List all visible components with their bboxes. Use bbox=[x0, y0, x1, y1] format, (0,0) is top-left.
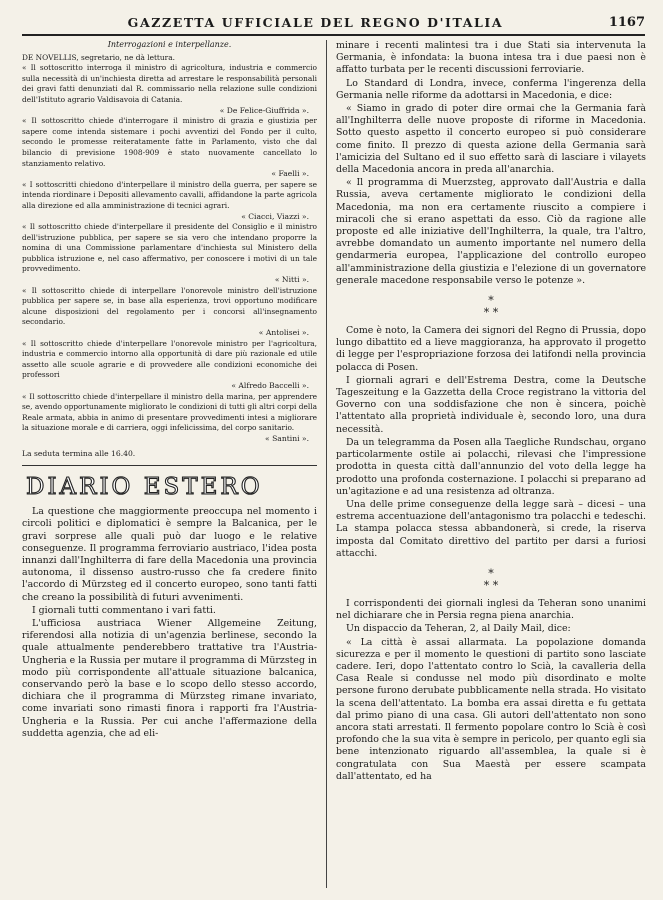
article-paragraph: I giornali agrari e dell'Estrema Destra, come la Deutsche Tageszeitung e la Gazzetta della Croce registrano la vittoria del Governo con una soddisfazione che non è sincera, poichè l'attentato alla proprietà individuale è, secondo loro, una dura necessità. bbox=[336, 374, 646, 435]
interpellanza-text: « Il sottoscritto chiede di interpellare l'onorevole ministro dell'istruzione pubblica per sapere se, in base alla esperienza, trovi opportuno modificare alcune disposizioni del regolamento per i concorsi all'insegnamento secondario. bbox=[22, 285, 317, 327]
interpellanza-text: « Il sottoscritto chiede d'interrogare il ministro di grazia e giustizia per sapere come intenda sistemare i pochi avventizi del Fondo per il culto, secondo le promesse reiteratamente fatte in Parlamento, visto che dal bilancio di previsione 1908-909 è stato nuovamente cancellato lo stanziamento relativo. bbox=[22, 116, 317, 168]
asterism-top: * bbox=[488, 294, 494, 308]
interpellanza-text: « Il sottoscritto interroga il ministro di agricoltura, industria e commercio sulla necessità di un'inchiesta diretta ad arrestare le responsabilità personali dei gravi fatti denunziati dal R. commissario nella relazione sulle condizioni dell'Istituto agrario Valdisavoia di Catania. bbox=[22, 63, 317, 104]
diario-paragraph: I giornali tutti commentano i vari fatti. bbox=[32, 604, 216, 616]
page-header bbox=[22, 6, 645, 36]
article-paragraph: Lo Standard di Londra, invece, conferma l'ingerenza della Germania nelle riforme da adottarsi in Macedonia, e dice: bbox=[336, 77, 646, 101]
article-paragraph: I corrispondenti dei giornali inglesi da Teheran sono unanimi nel dichiarare che in Persia regna piena anarchia. bbox=[336, 597, 646, 622]
interpellanza-text: « Il sottoscritto chiede d'interpellare il ministro della marina, per apprendere se, avendo opportunamente migliorato le condizioni di tutti gli altri corpi della Reale armata, abbia in animo di presentare provvedimenti intesi a migliorare la situazione morale e di carriera, oggi infelicissima, del corpo sanitario. bbox=[22, 391, 317, 433]
asterism-top: * bbox=[488, 566, 494, 580]
asterism-bottom: * * bbox=[483, 578, 499, 592]
seduta-closing: La seduta termina alle 16.40. bbox=[22, 448, 136, 458]
diario-paragraph: La questione che maggiormente preoccupa nel momento i circoli politici e diplomatici è sempre la Balcanica, per le gravi sorprese alle quali può dar luogo e le relative conseguenze. Il programma ferroviario austriaco, l'idea posta innanzi dall'Inghilterra di fare della Macedonia una provincia autonoma, il dissenso austro-russo che fa credere finito l'accordo di Mürzsteg ed il concerto europeo, sono tanti fatti che creano la possibilità di futuri avvenimenti. bbox=[22, 506, 317, 603]
interpellanza-text: « I sottoscritti chiedono d'interpellare il ministro della guerra, per sapere se intenda riordinare i Depositi allevamento cavalli, affidandone la parte agricola alla direzione ed alla amministrazione di tecnici agrari. bbox=[22, 179, 317, 210]
section-separator bbox=[336, 295, 646, 319]
article-paragraph: minare i recenti malintesi tra i due Stati sia intervenuta la Germania, è infondata: la buona intesa tra i due paesi non è affatto turbata per le recenti discussioni ferroviarie. bbox=[336, 40, 646, 76]
interrogazioni-intro: DE NOVELLIS, segretario, ne dà lettura. bbox=[22, 52, 175, 62]
section-separator bbox=[336, 568, 646, 592]
interpellanza-signature: « Antolisei ». bbox=[258, 328, 309, 338]
diario-estero-title: DIARIO ESTERO bbox=[26, 474, 263, 501]
article-paragraph: Un dispaccio da Teheran, 2, al Daily Mail, dice: bbox=[346, 623, 571, 635]
interpellanza-signature: « Santini ». bbox=[265, 433, 309, 443]
interpellanza-signature: « Ciacci, Viazzi ». bbox=[241, 211, 309, 221]
interpellanza-signature: « Faelli ». bbox=[271, 169, 309, 179]
newspaper-title: GAZZETTA UFFICIALE DEL REGNO D'ITALIA bbox=[127, 15, 504, 30]
article-paragraph: Da un telegramma da Posen alla Taegliche Rundschau, organo particolarmente ostile ai polacchi, rilevasi che l'impressione prodotta in questa città dall'annunzio del voto della legge ha prodotto una profonda costernazione. I polacchi si preparano ad un'agitazione e ad una resistenza ad oltranza. bbox=[336, 436, 646, 497]
article-quote: « Il programma di Muerzsteg, approvato dall'Austria e dalla Russia, aveva certamente migliorato le condizioni della Macedonia, ma non era certamente riuscito a compiere i miracoli che si erano aspettati da esso. Ciò da ragione alle proposte ed alle iniziative dell'Inghilterra, la quale, tra l'altro, avrebbe domandato un aumento importante nel numero della gendarmeria europea, l'applicazione del controllo europeo all'amministrazione della giustizia e l'elezione di un governatore generale macedone responsabile verso le potenze ». bbox=[336, 177, 646, 286]
left-column bbox=[22, 40, 317, 890]
column-divider bbox=[326, 40, 327, 888]
article-paragraph: Come è noto, la Camera dei signori del Regno di Prussia, dopo lungo dibattito ed a lieve maggioranza, ha approvato il progetto di legge per l'espropriazione forzosa dei latifondi nella provincia polacca di Posen. bbox=[336, 325, 646, 373]
diario-paragraph: L'ufficiosa austriaca Wiener Allgemeine Zeitung, riferendosi alla notizia di un'agenzia berlinese, secondo la quale attualmente penderebbero trattative tra l'Austria-Ungheria e la Russia per mutare il programma di Mürzsteg in modo più corrispondente all'attuale situazione balcanica, conservando però la base e lo scopo dello stesso accordo, dichiara che il programma di Mürzsteg rimane invariato, come invariati sono rimasti finora i rapporti fra l'Austria-Ungheria e la Russia. Per cui anche l'affermazione della suddetta agenzia, che ad eli- bbox=[22, 617, 317, 739]
article-quote: « La città è assai allarmata. La popolazione domanda sicurezza e per il momento le questioni di partito sono lasciate cadere. Ieri, dopo l'attentato contro lo Scià, la cavalleria della Casa Reale si condusse nel modo più disordinato e molte persone furono derubate pubblicamente nella strada. Ho visitato la scena dell'attentato. La bomba era assai diretta e fu gettata dal primo piano di una casa. Gli autori dell'attentato non sono ancora stati arrestati. Il fermento popolare contro lo Scià è così profondo che la sua vita è sempre in pericolo, per quanto egli sia bene intenzionato riguardo all'assemblea, la quale si è congratulata con Sua Maestà per essere scampata dall'attentato, ed ha bbox=[336, 636, 646, 782]
diario-estero-body bbox=[22, 506, 317, 740]
asterism-bottom: * * bbox=[483, 306, 499, 320]
interrogazioni-heading: Interrogazioni e interpellanze. bbox=[107, 40, 232, 49]
interpellanza-text: « Il sottoscritto chiede d'interpellare il presidente del Consiglio e il ministro dell'istruzione pubblica, per sapere se sia vero che intendano proporre la nomina di una Commissione parlamentare d'inchiesta sul Ministero della pubblica istruzione e, nel caso affermativo, per conoscere i motivi di un tale provvedimento. bbox=[22, 222, 317, 274]
section-rule bbox=[22, 465, 317, 466]
right-column bbox=[336, 40, 646, 890]
interrogazioni-section bbox=[22, 40, 317, 459]
interpellanza-signature: « Alfredo Baccelli ». bbox=[231, 381, 309, 390]
interpellanza-signature: « Nitti ». bbox=[274, 275, 309, 285]
page-number: 1167 bbox=[608, 15, 645, 30]
article-quote: « Siamo in grado di poter dire ormai che la Germania farà all'Inghilterra delle nuove proposte di riforme in Macedonia. Sotto questo aspetto il concerto europeo si può considerare come finito. Il prezzo di questa azione della Germania sarà l'amicizia del Sultano ed il suo effetto sarà di lasciare i vilayets della Macedonia ancora in preda all'anarchia. bbox=[336, 103, 646, 176]
interpellanza-signature: « De Felice-Giuffrida ». bbox=[219, 105, 309, 115]
article-paragraph: Una delle prime conseguenze della legge sarà – dicesi – una estrema accentuazione dell'antagonismo tra polacchi e tedeschi. La stampa polacca stessa abbandonerà, si crede, la riserva imposta dal Comitato direttivo del partito per darsi a furiosi attacchi. bbox=[336, 498, 646, 559]
interpellanza-text: « Il sottoscritto chiede d'interpellare l'onorevole ministro per l'agricoltura, industria e commercio intorno alla opportunità di dare più razionale ed utile assetto alle scuole agrarie e di provvedere alle condizioni economiche dei professori bbox=[22, 338, 317, 380]
